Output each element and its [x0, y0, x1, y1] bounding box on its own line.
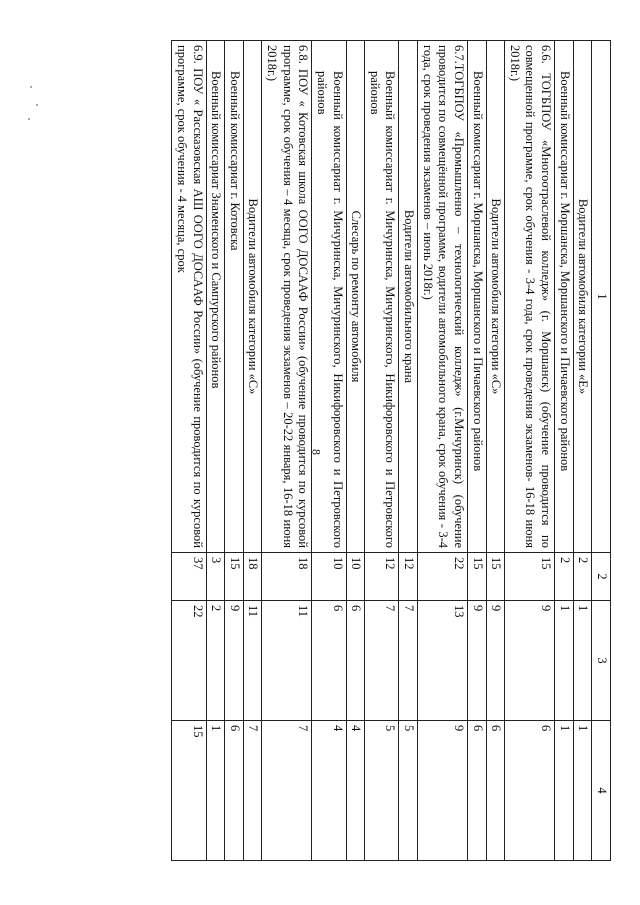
row-total: 10 [312, 553, 346, 601]
row-total: 10 [346, 553, 365, 601]
table-row [262, 41, 312, 861]
table-row [486, 41, 505, 861]
row-description: Водители автомобиля категории «Е» [573, 41, 592, 553]
row-col4: 9 [418, 721, 468, 861]
row-col3: 22 [172, 601, 206, 721]
row-total: 15 [486, 553, 505, 601]
table-row [365, 41, 399, 861]
table-row [172, 41, 206, 861]
row-col3: 9 [225, 601, 244, 721]
row-col4: 6 [225, 721, 244, 861]
table-row [225, 41, 244, 861]
row-col3: 11 [243, 601, 262, 721]
table-row [243, 41, 262, 861]
table-row [555, 41, 574, 861]
row-description: Водители автомобиля категории «С» [243, 41, 262, 553]
training-table [171, 40, 611, 861]
row-description: Слесарь по ремонту автомобиля [346, 41, 365, 553]
row-col4: 7 [243, 721, 262, 861]
row-description: 6.6. ТОГБПОУ «Многоотраслевой колледж» (г. Моршанск) (обучение проводится по совмещенной программе, срок обучения - 3-4 года, срок проведения экзаменов- 16-18 июня 2018г.) [505, 41, 555, 553]
row-col3: 1 [555, 601, 574, 721]
table-row [312, 41, 346, 861]
table-row [418, 41, 468, 861]
row-description: Военный комиссариат г. Моршанска, Моршанского и Пичаевского районов [468, 41, 487, 553]
row-col4: 4 [312, 721, 346, 861]
row-description: 6.8. ПОУ « Котовская школа ООГО ДОСААФ России» (обучение проводится по курсовой программе, срок обучения – 4 месяца, срок проведения экзаменов – 20-22 января, 16-18 июня 2018г.) [262, 41, 312, 553]
row-total: 37 [172, 553, 206, 601]
row-total: 2 [555, 553, 574, 601]
header-cell-1: 1 [592, 41, 611, 553]
row-description: Водители автомобиля категории «С» [486, 41, 505, 553]
row-col3: 2 [206, 601, 225, 721]
row-col3: 6 [346, 601, 365, 721]
table-row [206, 41, 225, 861]
header-cell-2: 2 [592, 553, 611, 601]
table-row [468, 41, 487, 861]
row-col4: 1 [206, 721, 225, 861]
row-col3: 9 [486, 601, 505, 721]
row-description: 6.9. ПОУ « Рассказовская АШ ООГО ДОСААФ России» (обучение проводится по курсовой программе, срок обучения - 4 месяца, срок [172, 41, 206, 553]
row-total: 3 [206, 553, 225, 601]
table-row [399, 41, 418, 861]
table-row [505, 41, 555, 861]
row-col4: 7 [262, 721, 312, 861]
table-row [573, 41, 592, 861]
header-cell-4: 4 [592, 721, 611, 861]
row-total: 12 [365, 553, 399, 601]
row-description: Военный комиссариат г. Котовска [225, 41, 244, 553]
row-description: Военный комиссариат г. Моршанска, Моршанского и Пичаевского районов [555, 41, 574, 553]
row-total: 22 [418, 553, 468, 601]
row-col3: 6 [312, 601, 346, 721]
page-number: 8 [309, 449, 324, 455]
row-total: 15 [505, 553, 555, 601]
row-col3: 11 [262, 601, 312, 721]
row-col3: 9 [505, 601, 555, 721]
row-col4: 6 [486, 721, 505, 861]
table-row [346, 41, 365, 861]
header-row [592, 41, 611, 861]
row-col4: 6 [505, 721, 555, 861]
row-description: Военный комиссариат Знаменского и Сампурского районов [206, 41, 225, 553]
row-col4: 5 [399, 721, 418, 861]
row-total: 2 [573, 553, 592, 601]
row-description: 6.7.ТОГБПОУ «Промышленно – технологический колледж» (г.Мичуринск) (обучение проводится по совмещённой программе, водители автомобильного крана, срок обучения - 3-4 года, срок проведения экзаменов – июнь 2018г.) [418, 41, 468, 553]
row-total: 12 [399, 553, 418, 601]
row-col4: 4 [346, 721, 365, 861]
row-col4: 6 [468, 721, 487, 861]
rotated-page [41, 40, 611, 860]
row-total: 15 [468, 553, 487, 601]
header-cell-3: 3 [592, 601, 611, 721]
row-total: 18 [243, 553, 262, 601]
row-total: 15 [225, 553, 244, 601]
row-col3: 9 [468, 601, 487, 721]
row-col3: 7 [399, 601, 418, 721]
row-col3: 13 [418, 601, 468, 721]
row-total: 18 [262, 553, 312, 601]
row-col4: 15 [172, 721, 206, 861]
row-description: Водители автомобильного крана [399, 41, 418, 553]
row-col4: 1 [555, 721, 574, 861]
row-col3: 1 [573, 601, 592, 721]
row-col4: 1 [573, 721, 592, 861]
row-col4: 5 [365, 721, 399, 861]
row-description: Военный комиссариат г. Мичуринска, Мичуринского, Никифоровского и Петровского районов [365, 41, 399, 553]
row-col3: 7 [365, 601, 399, 721]
row-description: Военный комиссариат г. Мичуринска, Мичуринского, Никифоровского и Петровского районов [312, 41, 346, 553]
